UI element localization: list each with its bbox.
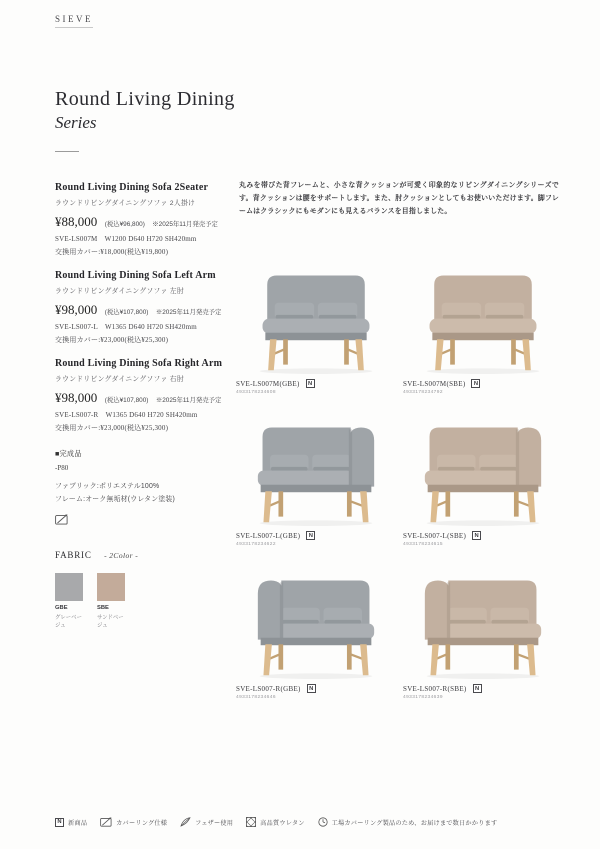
page-reference: -P80	[55, 464, 69, 472]
swatch-color-chip	[55, 573, 83, 601]
product-code: SVE-LS007M(GBE)	[236, 379, 300, 388]
fabric-material: ファブリック:ポリエステル100%	[55, 483, 160, 490]
product-name: Round Living Dining Sofa Right Arm	[55, 358, 223, 369]
page-title	[55, 88, 235, 133]
price: ¥88,000	[55, 214, 98, 229]
swatch-sbe	[97, 573, 125, 629]
swatch-name-jp: サンドベージュ	[97, 614, 124, 629]
price: ¥98,000	[55, 390, 98, 405]
swatch-code: GBE	[55, 605, 68, 611]
jan-code: 4933178234608	[236, 390, 276, 395]
brand-logo: SIEVE	[55, 14, 93, 28]
series-description: 丸みを帯びた背フレームと、小さな背クッションが可愛く印象的なリビングダイニングシリーズです。背クッションは腰をサポートします。また、肘クッションとしてもお使いいただけます。脚フレームはクラシックにもモダンにも見えるバランスを目指しました。	[239, 182, 559, 215]
tax-note: (税込¥96,800)	[104, 221, 145, 228]
product-photo-cell	[236, 268, 396, 395]
product-photo-cell	[403, 268, 563, 395]
new-badge: N	[306, 531, 315, 540]
product-name: Round Living Dining Sofa Left Arm	[55, 270, 216, 281]
series-subtitle: Series	[55, 113, 97, 132]
product-entry-2seater	[55, 182, 239, 257]
title-divider	[55, 151, 79, 152]
sofa-photo-leftarm-gbe	[236, 420, 396, 526]
frame-material: フレーム:オーク無垢材(ウレタン塗装)	[55, 496, 176, 503]
product-code-row	[403, 379, 563, 388]
price-line	[55, 301, 239, 319]
product-info-column	[55, 182, 239, 629]
product-code-row	[236, 531, 396, 540]
product-spec: SVE-LS007M W1200 D640 H720 SH420mm	[55, 235, 197, 243]
product-code: SVE-LS007M(SBE)	[403, 379, 466, 388]
product-spec: SVE-LS007-R W1365 D640 H720 SH420mm	[55, 411, 198, 419]
legend-leadtime-item: 工場カバーリング製品のため、お届けまで数日かかります	[318, 817, 498, 827]
jan-code: 4933178234639	[403, 695, 443, 700]
legend-covering-item: カバーリング仕様	[100, 817, 167, 827]
cover-icon	[100, 817, 112, 827]
fabric-color-count: - 2Color -	[104, 551, 139, 560]
product-code: SVE-LS007-R(SBE)	[403, 684, 467, 693]
n-badge-icon: N	[55, 818, 64, 827]
product-name-jp: ラウンドリビングダイニングソファ 右肘	[55, 375, 184, 383]
product-code-row	[236, 684, 396, 693]
product-code-row	[403, 531, 563, 540]
price: ¥98,000	[55, 302, 98, 317]
product-details	[55, 449, 239, 530]
release-note: ※2025年11月発売予定	[155, 397, 222, 404]
feather-icon	[180, 817, 191, 827]
product-entry-left-arm	[55, 270, 239, 345]
cover-price: 交換用カバー:¥23,000(税込¥25,300)	[55, 336, 169, 344]
sofa-photo-2seater-sbe	[403, 268, 563, 374]
new-badge: N	[473, 684, 482, 693]
jan-code: 4933178234622	[236, 542, 276, 547]
product-entry-right-arm	[55, 358, 239, 433]
product-name-jp: ラウンドリビングダイニングソファ 2人掛け	[55, 199, 196, 207]
release-note: ※2025年11月発売予定	[152, 221, 218, 228]
swatch-name-jp: グレーベージュ	[55, 614, 82, 629]
cover-price: 交換用カバー:¥18,000(税込¥19,800)	[55, 248, 169, 256]
sofa-photo-2seater-gbe	[236, 268, 396, 374]
swatch-gbe	[55, 573, 83, 629]
urethane-icon	[246, 817, 256, 827]
new-badge: N	[307, 684, 316, 693]
price-line	[55, 213, 239, 231]
jan-code: 4933178234615	[403, 542, 443, 547]
footer-legend	[55, 817, 585, 827]
product-photo-cell	[236, 573, 396, 700]
cover-icon	[55, 512, 239, 530]
new-badge: N	[471, 379, 480, 388]
product-code-row	[403, 684, 563, 693]
swatch-code: SBE	[97, 605, 109, 611]
sofa-photo-rightarm-gbe	[236, 573, 396, 679]
swatch-row	[55, 573, 239, 629]
legend-urethane-item: 高品質ウレタン	[246, 817, 304, 827]
product-photo-cell	[236, 420, 396, 547]
series-title: Round Living Dining	[55, 88, 235, 110]
product-photo-cell	[403, 420, 563, 547]
product-code: SVE-LS007-L(SBE)	[403, 531, 467, 540]
sofa-photo-leftarm-sbe	[403, 420, 563, 526]
swatch-color-chip	[97, 573, 125, 601]
tax-note: (税込¥107,800)	[104, 309, 149, 316]
fabric-section	[55, 545, 239, 629]
finished-label: ■完成品	[55, 449, 82, 458]
clock-icon	[318, 817, 328, 827]
release-note: ※2025年11月発売予定	[155, 309, 222, 316]
sofa-photo-rightarm-sbe	[403, 573, 563, 679]
price-line	[55, 389, 239, 407]
jan-code: 4933178234646	[236, 695, 276, 700]
product-photo-cell	[403, 573, 563, 700]
product-name: Round Living Dining Sofa 2Seater	[55, 182, 209, 193]
product-name-jp: ラウンドリビングダイニングソファ 左肘	[55, 287, 184, 295]
product-code: SVE-LS007-L(GBE)	[236, 531, 301, 540]
legend-feather-item: フェザー使用	[180, 817, 233, 827]
fabric-heading	[55, 545, 239, 563]
new-badge: N	[306, 379, 315, 388]
new-badge: N	[472, 531, 481, 540]
product-code: SVE-LS007-R(GBE)	[236, 684, 301, 693]
product-spec: SVE-LS007-L W1365 D640 H720 SH420mm	[55, 323, 197, 331]
jan-code: 4933178234792	[403, 390, 443, 395]
fabric-label: FABRIC	[55, 550, 92, 560]
tax-note: (税込¥107,800)	[104, 397, 149, 404]
legend-new-item: N 新商品	[55, 818, 87, 827]
cover-price: 交換用カバー:¥23,000(税込¥25,300)	[55, 424, 169, 432]
product-code-row	[236, 379, 396, 388]
